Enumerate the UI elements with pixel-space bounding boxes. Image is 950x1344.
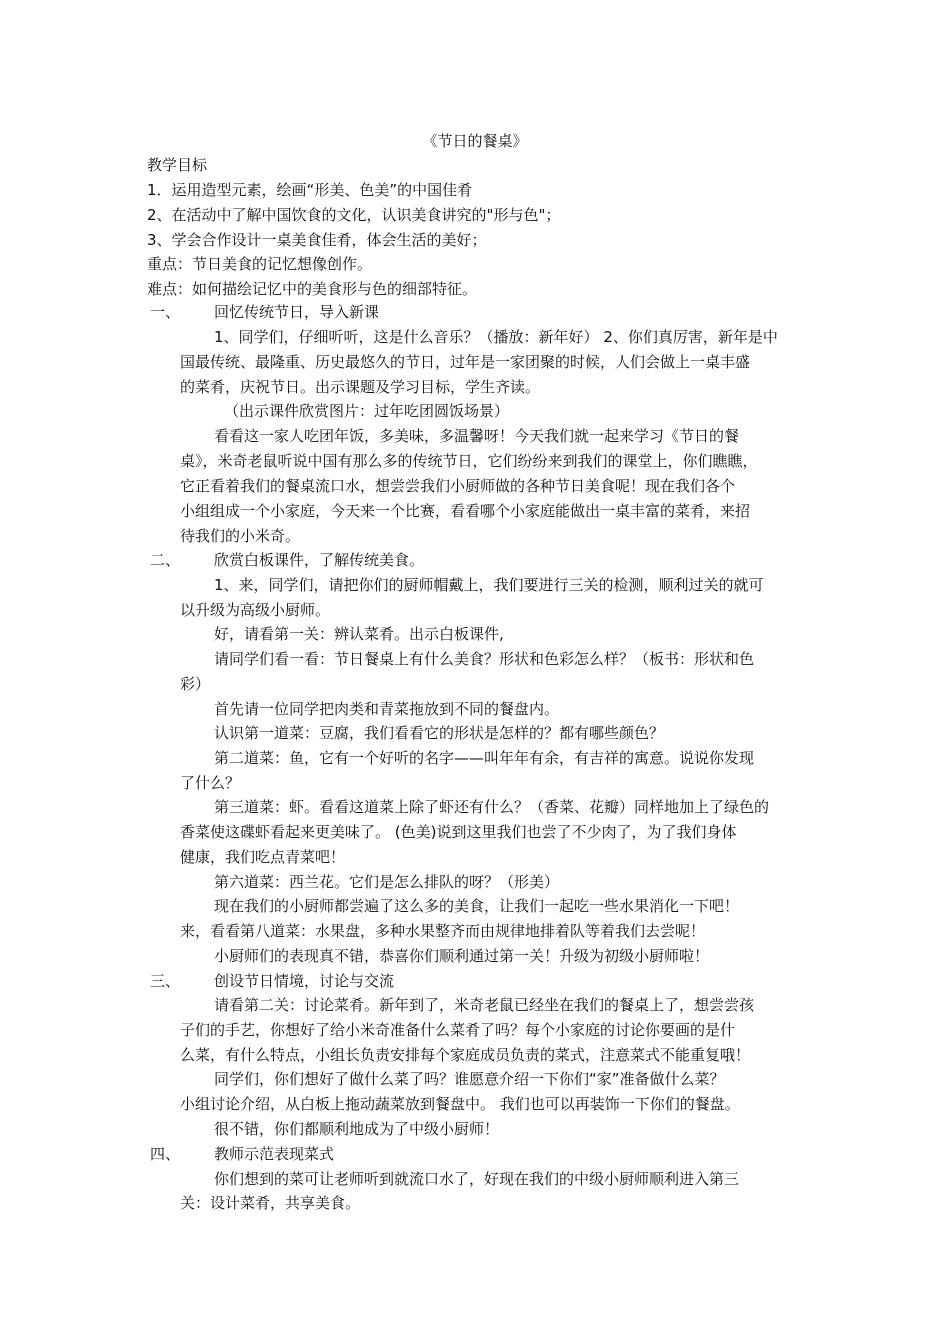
paragraph: （出示课件欣赏图片：过年吃团圆饭场景） — [224, 402, 510, 420]
paragraph: 待我们的小米奇。 — [180, 527, 301, 545]
paragraph: 1、来，同学们，请把你们的厨师帽戴上，我们要进行三关的检测，顺利过关的就可 — [214, 576, 764, 594]
paragraph: 你们想到的菜可让老师听到就流口水了，好现在我们的中级小厨师顺利进入第三 — [214, 1170, 740, 1188]
paragraph: 认识第一道菜：豆腐，我们看看它的形状是怎样的？都有哪些颜色？ — [214, 724, 665, 742]
paragraph: 看看这一家人吃团年饭，多美味，多温馨呀！今天我们就一起来学习《节日的餐 — [214, 427, 740, 445]
section-4-heading: 教师示范表现菜式 — [214, 1145, 335, 1163]
paragraph: 第三道菜：虾。看看这道菜上除了虾还有什么？（香菜、花瓣）同样地加上了绿色的 — [214, 798, 770, 816]
paragraph: 请同学们看一看：节日餐桌上有什么美食？形状和色彩怎么样？（板书：形状和色 — [214, 650, 755, 668]
paragraph: 来，看看第八道菜：水果盘，多种水果整齐而由规律地排着队等着我们去尝呢！ — [180, 922, 706, 940]
section-3-heading: 创设节日情境，讨论与交流 — [214, 972, 395, 990]
paragraph: 以升级为高级小厨师。 — [180, 601, 331, 619]
paragraph: 很不错，你们都顺利地成为了中级小厨师！ — [214, 1120, 500, 1138]
paragraph: 桌》，米奇老鼠听说中国有那么多的传统节日，它们纷纷来到我们的课堂上，你们瞧瞧， — [180, 452, 758, 470]
paragraph: 香菜使这碟虾看起来更美味了。 (色美)说到这里我们也尝了不少肉了，为了我们身体 — [180, 823, 737, 841]
section-1-number: 一、 — [150, 303, 181, 321]
paragraph: 了什么？ — [180, 774, 241, 792]
objective-2: 2、在活动中了解中国饮食的文化，认识美食讲究的"形与色"； — [147, 206, 561, 224]
objectives-heading: 教学目标 — [147, 156, 208, 174]
paragraph: 关：设计菜肴，共享美食。 — [180, 1194, 361, 1212]
paragraph: 它正看着我们的餐桌流口水，想尝尝我们小厨师做的各种节日美食呢！现在我们各个 — [180, 477, 736, 495]
paragraph: 小组讨论介绍，从白板上拖动蔬菜放到餐盘中。 我们也可以再装饰一下你们的餐盘。 — [180, 1095, 740, 1113]
paragraph: 1、同学们，仔细听听，这是什么音乐？（播放：新年好） 2、你们真厉害，新年是中 — [214, 328, 778, 346]
section-2-heading: 欣赏白板课件，了解传统美食。 — [214, 551, 425, 569]
paragraph: 么菜，有什么特点，小组长负责安排每个家庭成员负责的菜式，注意菜式不能重复哦！ — [180, 1046, 751, 1064]
paragraph: 小组组成一个小家庭，今天来一个比赛，看看哪个小家庭能做出一桌丰富的菜肴，来招 — [180, 502, 751, 520]
paragraph: 请看第二关：讨论菜肴。新年到了，米奇老鼠已经坐在我们的餐桌上了，想尝尝孩 — [214, 996, 755, 1014]
paragraph: 好，请看第一关：辨认菜肴。出示白板课件, — [214, 625, 504, 643]
objective-3: 3、学会合作设计一桌美食佳肴，体会生活的美好； — [147, 231, 487, 249]
paragraph: 小厨师们的表现真不错，恭喜你们顺利通过第一关！升级为初级小厨师啦！ — [214, 947, 710, 965]
paragraph: 同学们，你们想好了做什么菜了吗？谁愿意介绍一下你们“家”准备做什么菜？ — [214, 1070, 725, 1088]
paragraph: 首先请一位同学把肉类和青菜拖放到不同的餐盘内。 — [214, 700, 560, 718]
paragraph: 的菜肴，庆祝节日。出示课题及学习目标，学生齐读。 — [180, 378, 541, 396]
difficulty: 难点：如何描绘记忆中的美食形与色的细部特征。 — [147, 280, 478, 298]
key-point: 重点：节日美食的记忆想像创作。 — [147, 255, 373, 273]
section-3-number: 三、 — [150, 972, 181, 990]
section-4-number: 四、 — [150, 1145, 181, 1163]
paragraph: 第六道菜：西兰花。它们是怎么排队的呀？（形美） — [214, 873, 560, 891]
paragraph: 子们的手艺，你想好了给小米奇准备什么菜肴了吗？每个小家庭的讨论你要画的是什 — [180, 1021, 736, 1039]
objective-1: 1．运用造型元素，绘画“形美、色美”的中国佳肴 — [147, 181, 473, 199]
paragraph: 健康，我们吃点青菜吧！ — [180, 848, 346, 866]
paragraph: 第二道菜：鱼，它有一个好听的名字——叫年年有余，有吉祥的寓意。说说你发现 — [214, 749, 755, 767]
section-2-number: 二、 — [150, 551, 181, 569]
section-1-heading: 回忆传统节日，导入新课 — [214, 303, 380, 321]
paragraph: 国最传统、最隆重、历史最悠久的节日，过年是一家团聚的时候，人们会做上一桌丰盛 — [180, 353, 751, 371]
document-title: 《节日的餐桌》 — [422, 132, 528, 150]
paragraph: 彩） — [180, 675, 211, 693]
paragraph: 现在我们的小厨师都尝遍了这么多的美食，让我们一起吃一些水果消化一下吧！ — [214, 897, 740, 915]
